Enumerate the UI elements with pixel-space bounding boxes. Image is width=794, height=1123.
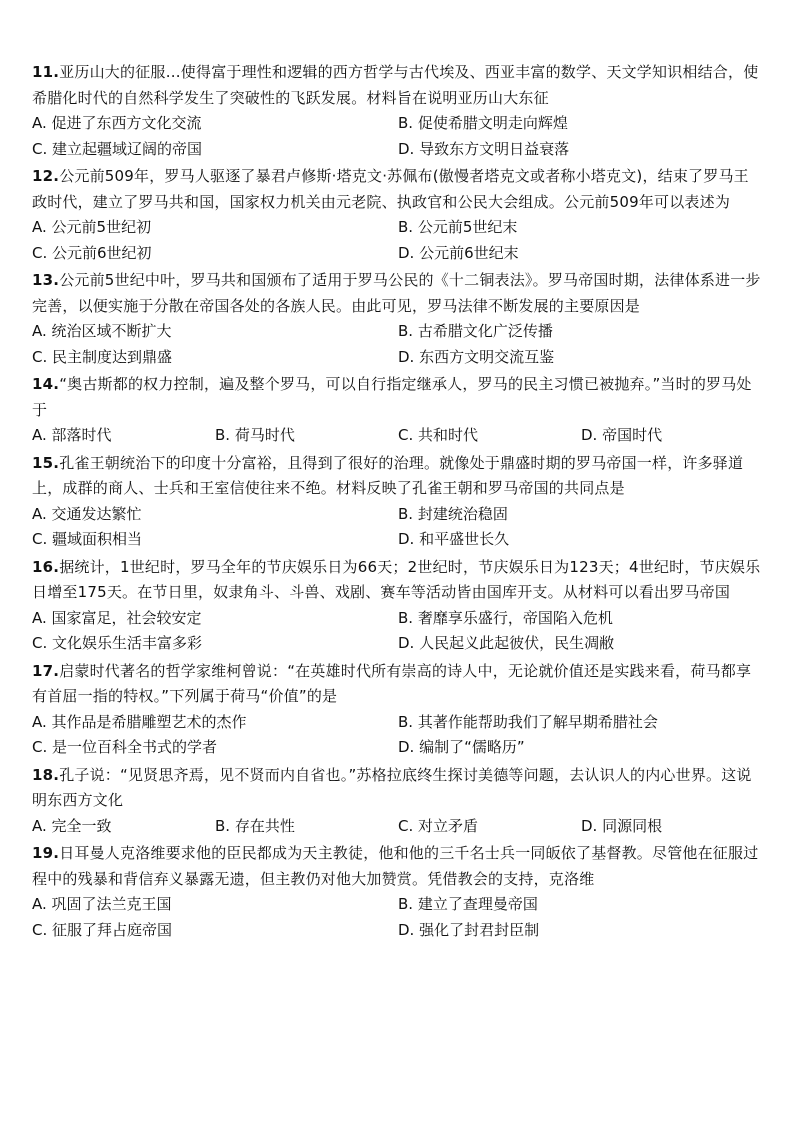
answer-option-a: A. 交通发达繁忙 [32, 504, 142, 523]
question-number: 15. [32, 453, 60, 472]
question-text: 公元前5世纪中叶，罗马共和国颁布了适用于罗马公民的《十二铜表法》。罗马帝国时期，法律体系进一步完善，以便实施于分散在帝国各处的各族人民。由此可见，罗马法律不断发展的主要原因是 [32, 271, 761, 315]
question-11 [32, 60, 764, 162]
question-19 [32, 841, 764, 943]
answer-option-d: D. 公元前6世纪末 [398, 243, 519, 262]
question-text: 亚历山大的征服…使得富于理性和逻辑的西方哲学与古代埃及、西亚丰富的数学、天文学知识相结合，使希腊化时代的自然科学发生了突破性的飞跃发展。材料旨在说明亚历山大东征 [32, 63, 759, 107]
answer-options [32, 319, 764, 370]
question-14 [32, 372, 764, 449]
question-number: 17. [32, 661, 60, 680]
question-text: 日耳曼人克洛维要求他的臣民都成为天主教徒，他和他的三千名士兵一同皈依了基督教。尽管他在征服过程中的残暴和背信弃义暴露无遗，但主教仍对他大加赞赏。凭借教会的支持，克洛维 [32, 844, 759, 888]
answer-option-a: A. 部落时代 [32, 426, 112, 444]
answer-option-a: A. 统治区域不断扩大 [32, 322, 172, 340]
answer-option-a: A. 完全一致 [32, 816, 112, 835]
answer-option-a: A. 巩固了法兰克王国 [32, 895, 172, 913]
answer-option-d: D. 和平盛世长久 [398, 530, 510, 548]
question-18 [32, 763, 764, 840]
question-text: 启蒙时代著名的哲学家维柯曾说：“在英雄时代所有崇高的诗人中，无论就价值还是实践来看，荷马都享有首屈一指的特权。”下列属于荷马“价值”的是 [32, 661, 752, 705]
question-number: 12. [32, 167, 60, 185]
answer-option-c: C. 公元前6世纪初 [32, 243, 152, 262]
answer-option-c: C. 共和时代 [398, 426, 479, 444]
answer-options [32, 814, 764, 840]
answer-options [32, 606, 764, 657]
question-stem [32, 763, 764, 814]
question-stem [32, 372, 764, 423]
answer-options [32, 111, 764, 162]
question-16 [32, 555, 764, 657]
question-text: “奥古斯都的权力控制，遍及整个罗马，可以自行指定继承人，罗马的民主习惯已被抛弃。”当时的罗马处于 [32, 375, 752, 419]
question-13 [32, 268, 764, 370]
answer-option-d: D. 导致东方文明日益衰落 [398, 139, 570, 158]
answer-option-b: B. 促使希腊文明走向辉煌 [398, 114, 568, 132]
question-number: 16. [32, 557, 60, 576]
question-stem [32, 60, 764, 111]
answer-option-a: A. 促进了东西方文化交流 [32, 114, 202, 132]
question-number: 14. [32, 375, 60, 393]
answer-option-c: C. 建立起疆域辽阔的帝国 [32, 139, 203, 158]
answer-option-d: D. 同源同根 [581, 816, 663, 835]
question-number: 19. [32, 844, 60, 862]
answer-option-c: C. 对立矛盾 [398, 816, 479, 835]
answer-option-b: B. 建立了查理曼帝国 [398, 895, 538, 913]
answer-option-d: D. 编制了“儒略历” [398, 738, 525, 756]
question-text: 公元前509年，罗马人驱逐了暴君卢修斯·塔克文·苏佩布(傲慢者塔克文或者称小塔克文)，结束了罗马王政时代，建立了罗马共和国，国家权力机关由元老院、执政官和公民大会组成。公元前509年可以表述为 [32, 167, 749, 211]
answer-option-d: D. 东西方文明交流互鉴 [398, 347, 555, 366]
answer-option-d: D. 强化了封君封臣制 [398, 920, 540, 939]
question-stem [32, 164, 764, 215]
question-12 [32, 164, 764, 266]
answer-options [32, 423, 764, 449]
answer-option-a: A. 其作品是希腊雕塑艺术的杰作 [32, 712, 247, 731]
question-17 [32, 659, 764, 761]
question-stem [32, 659, 764, 710]
answer-option-b: B. 封建统治稳固 [398, 504, 508, 523]
answer-options [32, 215, 764, 266]
answer-option-d: D. 帝国时代 [581, 426, 663, 444]
answer-option-d: D. 人民起义此起彼伏，民生凋敝 [398, 634, 615, 652]
question-text: 孔雀王朝统治下的印度十分富裕，且得到了很好的治理。就像处于鼎盛时期的罗马帝国一样，许多驿道上，成群的商人、士兵和王室信使往来不绝。材料反映了孔雀王朝和罗马帝国的共同点是 [32, 453, 744, 497]
question-number: 13. [32, 271, 60, 289]
question-stem [32, 451, 764, 502]
answer-option-a: A. 公元前5世纪初 [32, 218, 152, 236]
question-text: 孔子说：“见贤思齐焉，见不贤而内自省也。”苏格拉底终生探讨美德等问题，去认识人的内心世界。这说明东西方文化 [32, 765, 752, 809]
question-15 [32, 451, 764, 553]
answer-option-b: B. 古希腊文化广泛传播 [398, 322, 553, 340]
answer-option-c: C. 征服了拜占庭帝国 [32, 920, 173, 939]
question-number: 18. [32, 765, 60, 784]
answer-option-c: C. 是一位百科全书式的学者 [32, 738, 218, 756]
answer-option-b: B. 荷马时代 [215, 426, 295, 444]
question-text: 据统计，1世纪时，罗马全年的节庆娱乐日为66天；2世纪时，节庆娱乐日为123天；4世纪时，节庆娱乐日增至175天。在节日里，奴隶角斗、斗兽、戏剧、赛车等活动皆由国库开支。从材料可以看出罗马帝国 [32, 557, 761, 601]
question-stem [32, 555, 764, 606]
answer-option-b: B. 奢靡享乐盛行，帝国陷入危机 [398, 608, 613, 627]
answer-option-b: B. 公元前5世纪末 [398, 218, 518, 236]
answer-option-c: C. 文化娱乐生活丰富多彩 [32, 634, 203, 652]
question-number: 11. [32, 63, 60, 81]
question-stem [32, 268, 764, 319]
answer-options [32, 892, 764, 943]
answer-options [32, 710, 764, 761]
answer-option-c: C. 民主制度达到鼎盛 [32, 347, 173, 366]
question-stem [32, 841, 764, 892]
answer-option-c: C. 疆域面积相当 [32, 530, 143, 548]
answer-option-b: B. 存在共性 [215, 816, 295, 835]
answer-option-a: A. 国家富足，社会较安定 [32, 608, 202, 627]
answer-option-b: B. 其著作能帮助我们了解早期希腊社会 [398, 712, 658, 731]
answer-options [32, 502, 764, 553]
